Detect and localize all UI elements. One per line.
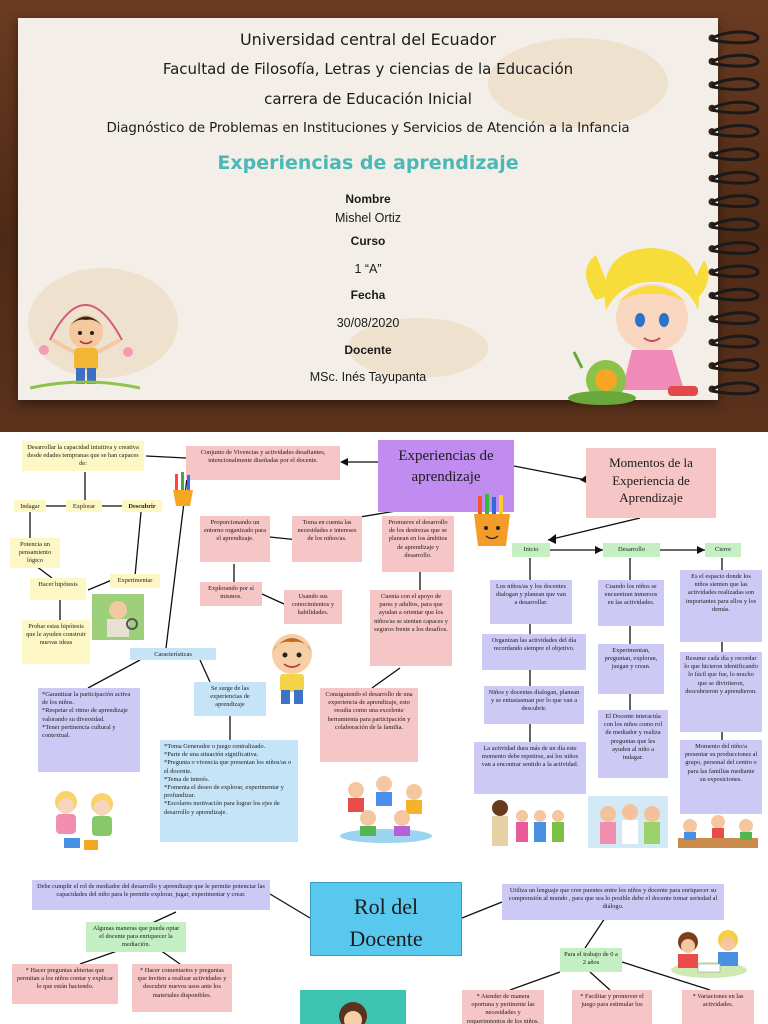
develop-node: Desarrollar la capacidad intuitiva y creativa desde edades tempranas que se han capaces de: [22, 441, 144, 471]
cierre-item: Resume cada día y recordar lo que hicieron identificando lo fácil que fue, lo mucho que se divirtieron, descubrieron y aprendieron. [680, 652, 762, 732]
pencil-cup-icon [170, 470, 196, 508]
desarrollo-item: El Docente interactúa con los niños como rol de mediador y realiza preguntas que les ayuden al niño a indagar. [598, 710, 668, 778]
hipotesis-node: Hacer hipótesis [30, 578, 86, 600]
descubrir-node: Descubrir [122, 500, 162, 512]
date-label: Fecha [350, 288, 386, 302]
surge-node: Se surge de las experiencias de aprendizaje [194, 682, 266, 716]
garantizar-node: *Garantizar la participación activa de los niños. *Respetar el ritmo de aprendizaje valorando su diversidad. *Tener pertinencia cultural y contextual. [38, 688, 140, 772]
child-exploring-photo [92, 594, 144, 640]
teacher-value: MSc. Inés Tayupanta [309, 370, 427, 384]
conocimientos-node: Usando sus conocimientos y habilidades. [284, 590, 342, 624]
kids-photo [588, 796, 668, 848]
maneras-node: Algunas maneras que pueda optar el docente para enriquecer la mediación. [86, 922, 186, 952]
name-label: Nombre [345, 192, 391, 206]
map1-title: Experiencias de aprendizaje [378, 440, 514, 512]
entorno-node: Proporcionando un entorno organizado para el aprendizaje. [200, 516, 270, 562]
cierre-node: Cierre [705, 543, 741, 557]
explorando-node: Explorando por sí mismos. [200, 582, 262, 606]
boy-cartoon-illustration [262, 630, 322, 706]
inicio-item: Organizan las actividades del día recordando siempre el objetivo. [482, 634, 586, 670]
atender-node: * Atender de manera oportuna y pertinente las necesidades y requerimientos de los niños. [462, 990, 544, 1024]
definition-node: Conjunto de Vivencias y actividades desafiantes, intencionalmente diseñadas por el docente. [186, 446, 340, 480]
cierre-item: Es el espacio donde los niños sienten que las actividades realizadas son importantes para ellos y los demás. [680, 570, 762, 642]
teacher-students-illustration [486, 796, 570, 858]
university-name: Universidad central del Ecuador [239, 30, 497, 49]
course-label: Curso [350, 234, 386, 248]
facilitar-node: * Facilitar y promover el juego para estimular los [572, 990, 652, 1024]
cierre-item: Momento del niño/a presentar su producciones al grupo, personal del centro o para las familias mediante su exposiciones. [680, 740, 762, 814]
explorar-node: Explorar [66, 500, 102, 512]
kids-drawing-illustration [664, 924, 754, 980]
preguntas-node: * Hacer preguntas abiertas que permitan a los niños contar y explicar lo que están haciendo. [12, 964, 118, 1004]
career-name: carrera de Educación Inicial [264, 90, 472, 108]
mediador-node: Debe cumplir el rol de mediador del desarrollo y aprendizaje que le permite potenciar las capacidades del niño para le permite explorar, jugar, experimentar y crear. [32, 880, 270, 910]
lenguaje-node: Utiliza un lenguaje que cree puentes entre los niños y docente para enriquecer su comprensión al mundo , para que sea lo posible debe el docente tomar seriedad al diálogo. [502, 884, 724, 920]
desarrollo-item: Cuando los niños se encuentran inmersos en las actividades. [598, 580, 664, 626]
variaciones-node: * Variaciones en las actividades. [682, 990, 754, 1024]
date-value: 30/08/2020 [336, 316, 400, 330]
familia-node: Consiguiendo el desarrollo de una experiencia de aprendizaje, esto resulta como una excelente herramienta para participación y colaboración de la familia. [320, 688, 418, 762]
potencia-node: Potencia un pensamiento lógico [10, 538, 60, 568]
teacher-portrait-illustration [300, 990, 406, 1024]
desarrollo-node: Desarrollo [603, 543, 660, 557]
rol-title: Rol del Docente [310, 882, 462, 956]
kids-playing-illustration [44, 784, 124, 854]
apoyo-node: Cuenta con el apoyo de pares y adultos, para que ayudan a orientar que los niños/as se sientan capaces y seguros frente a los desafíos. [370, 590, 452, 666]
indagar-node: Indagar [14, 500, 46, 512]
topic-title: Experiencias de aprendizaje [217, 152, 519, 174]
classroom-kids-illustration [336, 770, 436, 844]
comentarios-node: * Hacer comentarios y preguntas que inviten a realizar actividades y descubrir nuevos usos ante los materiales disponibles. [132, 964, 232, 1012]
caracteristicas-node: Características [130, 648, 216, 660]
toma-generador-node: *Toma Generador o juego centralizado. *Parte de una situación significativa. *Pregunta o vivencia que presentan los niños/as o el docente. *Tema de interés. *Fomenta el deseo de explorar, experimentar y profundizar. *Escolares motivación para lograr los ejes de desarrollo y aprendizaje. [160, 740, 298, 842]
table-kids-illustration [672, 812, 764, 860]
experimentar-node: Experimentar [110, 574, 160, 588]
moments-title: Momentos de la Experiencia de Aprendizaje [586, 448, 716, 518]
intereses-node: Toma en cuenta las necesidades e intereses de los niños/as. [292, 516, 362, 562]
probar-node: Probar estas hipótesis que le ayuden construir nuevas ideas [22, 620, 90, 664]
subject-name: Diagnóstico de Problemas en Instituciones y Servicios de Atención a la Infancia [106, 121, 630, 136]
promueve-node: Promueve el desarrollo de los destrezas que se planean en los ámbitos de aprendizaje y desarrollo. [382, 516, 454, 572]
inicio-item: Los niños/as y los docentes dialogan y planean que van a desarrollar. [490, 580, 572, 624]
trabajo-node: Para el trabajo de 0 a 2 años [560, 948, 622, 972]
inicio-item: Niños y docentes dialogan, planean y se entusiasman por lo que van a descubrir. [484, 686, 584, 724]
inicio-item: La actividad dura más de un día este momento debe repetirse, así los niños van a encontrar sentido a la actividad. [474, 742, 586, 794]
name-value: Mishel Ortiz [335, 211, 401, 225]
pencil-holder-illustration [470, 494, 514, 548]
course-value: 1 “A” [354, 262, 382, 276]
inicio-node: Inicio [512, 543, 550, 557]
teacher-label: Docente [344, 343, 392, 357]
desarrollo-item: Experimentan, preguntan, exploran, juegan y crean. [598, 644, 664, 694]
faculty-name: Facultad de Filosofía, Letras y ciencias de la Educación [162, 60, 574, 78]
